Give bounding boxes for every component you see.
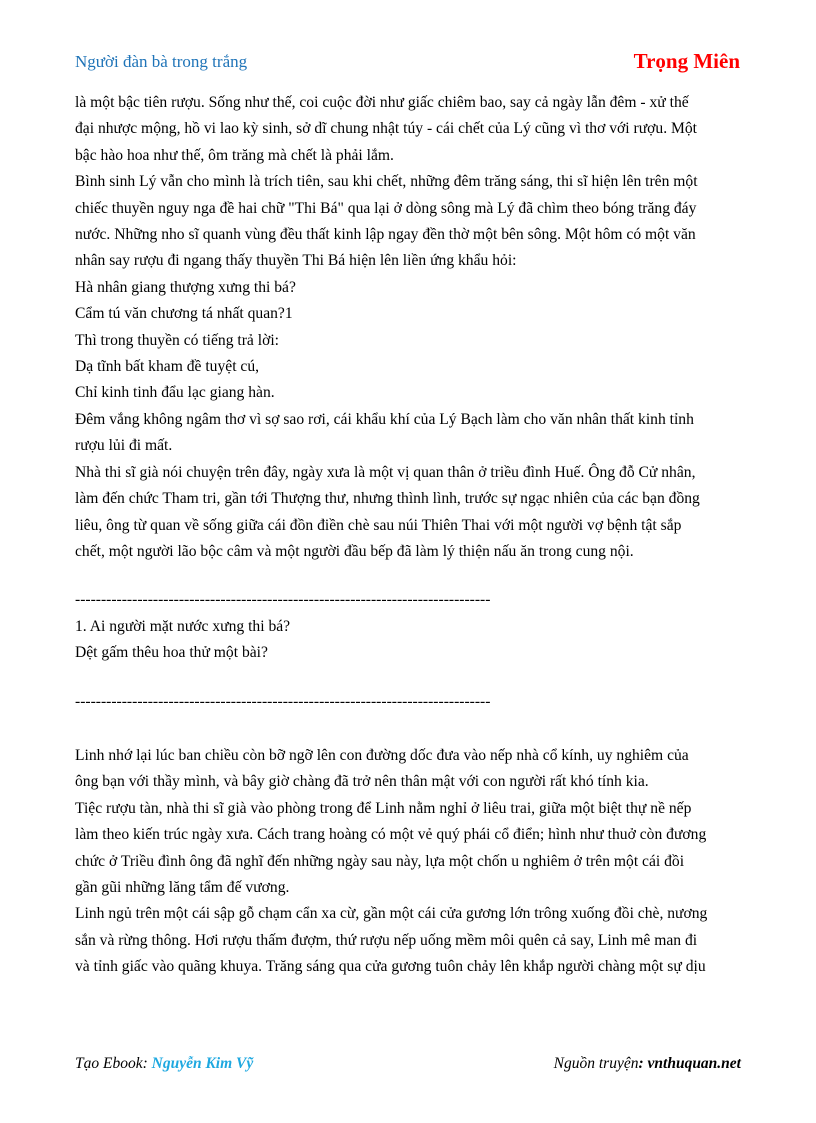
- text-line: Linh nhớ lại lúc ban chiều còn bỡ ngỡ lên con đường dốc đưa vào nếp nhà cổ kính, uy nghiêm của: [75, 746, 689, 764]
- book-title: Người đàn bà trong trắng: [75, 52, 248, 71]
- paragraph-2: [75, 169, 743, 275]
- paragraph-4: [75, 460, 743, 566]
- text-line: là một bậc tiên rượu. Sống như thế, coi cuộc đời như giấc chiêm bao, say cả ngày lẫn đêm - xử thế: [75, 94, 689, 111]
- text-line: đại nhược mộng, hồ vi lao kỳ sinh, sở dĩ chung nhật túy - cái chết của Lý cũng vì thơ với rượu. Một: [75, 120, 698, 138]
- verse-line: Thì trong thuyền có tiếng trả lời:: [75, 331, 279, 349]
- paragraph-7: [75, 901, 743, 980]
- source-credit: [554, 1055, 741, 1073]
- text-line: Bình sinh Lý vẫn cho mình là trích tiên, sau khi chết, những đêm trăng sáng, thi sĩ hiện lên trên một: [75, 173, 698, 191]
- text-line: rượu lủi đi mất.: [75, 437, 173, 455]
- paragraph-1: [75, 90, 743, 169]
- text-line: Nhà thi sĩ già nói chuyện trên đây, ngày xưa là một vị quan thân ở triều đình Huế. Ông đỗ Cử nhân,: [75, 463, 696, 481]
- text-line: nhân say rượu đi ngang thấy thuyền Thi Bá hiện lên liền ứng khẩu hỏi:: [75, 252, 517, 270]
- text-line: và tỉnh giấc vào quãng khuya. Trăng sáng qua cửa gương tuôn chảy lên khắp người chàng một sự dịu: [75, 958, 706, 976]
- text-line: chiếc thuyền nguy nga đề hai chữ "Thi Bá" qua lại ở dòng sông mà Lý đã chìm theo bóng trăng đáy: [75, 199, 697, 217]
- text-line: sắn và rừng thông. Hơi rượu thấm đượm, thứ rượu nếp uống mềm môi quên cả say, Linh mê man đi: [75, 931, 698, 949]
- text-line: Đêm vắng không ngâm thơ vì sợ sao rơi, cái khẩu khí của Lý Bạch làm cho văn nhân thất kinh tỉnh: [75, 410, 694, 428]
- page-content: [75, 90, 743, 981]
- ebook-creator: Nguyễn Kim Vỹ: [151, 1055, 254, 1072]
- footnote: [75, 614, 743, 667]
- author-name: Trọng Miên: [633, 49, 740, 73]
- separator-line: --------------------------------------------------------------------------------: [75, 692, 491, 710]
- verse-line: Cẩm tú văn chương tá nhất quan?1: [75, 305, 293, 323]
- ebook-label: Tạo Ebook: [75, 1055, 143, 1072]
- text-line: liêu, ông từ quan về sống giữa cái đồn điền chè sau núi Thiên Thai với một người vợ bệnh tật sắp: [75, 516, 682, 534]
- text-line: gần gũi những lăng tẩm đế vương.: [75, 878, 290, 896]
- paragraph-6: [75, 796, 743, 902]
- source-colon: :: [638, 1055, 648, 1072]
- text-line: chức ở Triều đình ông đã nghĩ đến những ngày sau này, lựa một chốn u nghiêm ở trên một cái đồi: [75, 852, 685, 870]
- footnote-line: 1. Ai người mặt nước xưng thi bá?: [75, 617, 291, 635]
- paragraph-5: [75, 743, 743, 796]
- text-line: ông bạn với thầy mình, và bây giờ chàng đã trở nên thân mật với con người rất khó tính kia.: [75, 773, 649, 791]
- text-line: nước. Những nho sĩ quanh vùng đều thất kinh lập ngay đền thờ một bên sông. Một hôm có một văn: [75, 226, 696, 244]
- text-line: làm theo kiến trúc ngày xưa. Cách trang hoàng có một vẻ quý phái cổ điển; hình như thuở còn đương: [75, 826, 707, 844]
- text-line: làm đến chức Tham tri, gần tới Thượng thư, nhưng thình lình, trước sự ngạc nhiên của các bạn đồng: [75, 490, 700, 508]
- ebook-credit: [75, 1055, 253, 1073]
- text-line: Linh ngủ trên một cái sập gỗ chạm cẩn xa cừ, gần một cái cửa gương lớn trông xuống đồi chè, nương: [75, 905, 708, 923]
- source-link: vnthuquan.net: [647, 1055, 741, 1072]
- verse-block: [75, 275, 743, 407]
- text-line: Tiệc rượu tàn, nhà thi sĩ già vào phòng trong để Linh nằm nghỉ ở liêu trai, giữa một biệt thự nề nếp: [75, 799, 692, 817]
- paragraph-3: [75, 407, 743, 460]
- text-line: chết, một người lão bộc câm và một người đầu bếp đã làm lý thiện nấu ăn trong cung nội.: [75, 542, 634, 560]
- verse-line: Hà nhân giang thượng xưng thi bá?: [75, 278, 296, 296]
- text-line: bậc hào hoa như thế, ôm trăng mà chết là phải lắm.: [75, 146, 394, 164]
- verse-line: Dạ tĩnh bất kham đề tuyệt cú,: [75, 358, 260, 376]
- verse-line: Chỉ kinh tinh đẩu lạc giang hàn.: [75, 384, 275, 402]
- colon: :: [142, 1055, 152, 1072]
- separator-line: --------------------------------------------------------------------------------: [75, 591, 491, 609]
- source-label: Nguồn truyện: [553, 1055, 639, 1072]
- footnote-line: Dệt gấm thêu hoa thử một bài?: [75, 644, 268, 662]
